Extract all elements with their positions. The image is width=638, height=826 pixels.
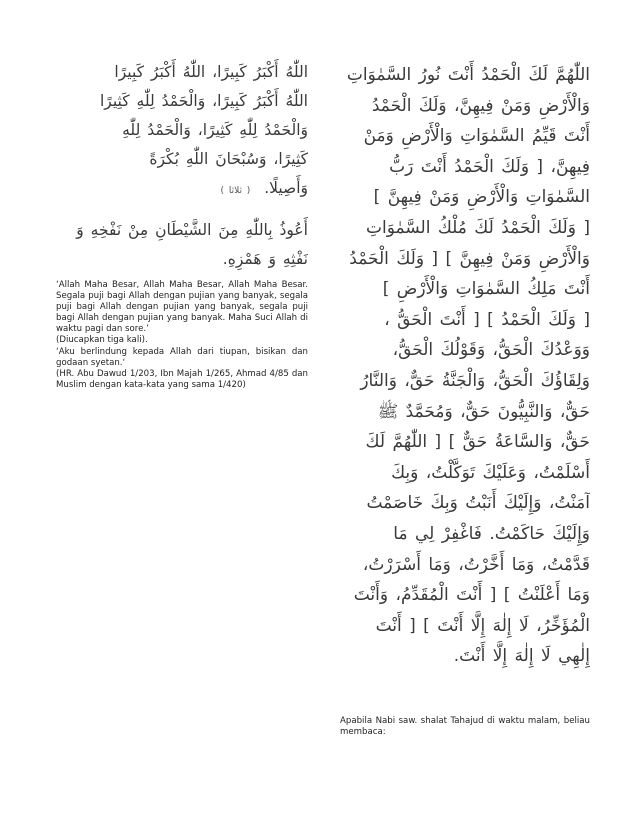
arabic-doa-line: وَمَا أَعْلَنْتُ ] [ أَنْتَ الْمُقَدِّمُ، وَأَنْتَ	[353, 585, 590, 606]
takbir-arabic-text	[56, 58, 308, 274]
arabic-doa-line: [ وَلَكَ الْحَمْدُ لَكَ مُلْكُ السَّمٰوَاتِ	[366, 217, 590, 238]
translation-block	[56, 280, 308, 391]
arabic-doa-line: الْمُؤَخِّرُ، لَا إِلٰهَ إِلَّا أَنْتَ ] [ أَنْتَ	[375, 615, 590, 636]
arabic-line-last	[56, 174, 308, 206]
arabic-doa-line: حَقٌّ، وَالسَّاعَةُ حَقٌّ ] [ اللّٰهُمَّ لَكَ	[365, 432, 590, 453]
arabic-doa-line: قَدَّمْتُ، وَمَا أَخَّرْتُ، وَمَا أَسْرَرْتُ،	[362, 554, 590, 575]
tahajud-doa-arabic-text	[322, 60, 590, 672]
arabic-doa-line: اللّٰهُمَّ لَكَ الْحَمْدُ أَنْتَ نُورُ السَّمٰوَاتِ	[346, 65, 590, 85]
arabic-doa-line: فِيهِنَّ، [ وَلَكَ الْحَمْدُ أَنْتَ رَبُّ	[389, 156, 590, 177]
arabic-doa-line: السَّمٰوَاتِ وَالْأَرْضِ وَمَنْ فِيهِنَّ ]	[373, 187, 590, 208]
left-column	[56, 58, 308, 391]
arabic-doa-line: وَإِلَيْكَ حَاكَمْتُ. فَاغْفِرْ لِي مَا	[393, 523, 590, 544]
arabic-line: اللّٰهُ أَكْبَرُ كَبِيرًا، اللّٰهُ أَكْبَرُ كَبِيرًا	[114, 63, 308, 81]
arabic-doa-line: أَسْلَمْتُ، وَعَلَيْكَ تَوَكَّلْتُ، وَبِكَ	[391, 462, 590, 483]
arabic-line: كَثِيرًا، وَسُبْحَانَ اللّٰهِ بُكْرَةً	[149, 150, 308, 168]
arabic-doa-line: [ وَلَكَ الْحَمْدُ ] [ أَنْتَ الْحَقُّ ،	[384, 309, 590, 330]
arabic-line: أَعُوذُ بِاللّٰهِ مِنَ الشَّيْطَانِ مِنْ نَفْخِهِ وَ	[76, 221, 308, 239]
translation-taawudz: ‘Aku berlindung kepada Allah dari tiupan, bisikan dan godaan syetan.‘	[56, 346, 308, 368]
doa-caption: Apabila Nabi saw. shalat Tahajud di waktu malam, beliau membaca:	[340, 716, 590, 738]
arabic-doa-line: أَنْتَ مَلِكُ السَّمٰوَاتِ وَالْأَرْضِ ]	[382, 279, 590, 300]
translation-count-note: (Diucapkan tiga kali).	[56, 335, 148, 346]
arabic-line: وَالْحَمْدُ لِلّٰهِ كَثِيرًا، وَالْحَمْدُ لِلّٰهِ	[122, 121, 308, 139]
right-column	[322, 60, 590, 672]
arabic-line: نَفْثِهِ وَ هَمْزِهِ.	[222, 250, 308, 268]
arabic-line: اللّٰهُ أَكْبَرُ كَبِيرًا، وَالْحَمْدُ لِلّٰهِ كَثِيرًا	[100, 92, 308, 110]
arabic-doa-line: وَوَعْدُكَ الْحَقُّ، وَقَوْلُكَ الْحَقُّ،	[392, 340, 590, 361]
arabic-doa-line: وَلِقَاؤُكَ الْحَقُّ، وَالْجَنَّةُ حَقٌّ، وَالنَّارُ	[360, 370, 590, 391]
arabic-doa-line: وَالْأَرْضِ وَمَنْ فِيهِنَّ ] [ وَلَكَ الْحَمْدُ	[349, 248, 590, 269]
arabic-line-text: وَأَصِيلًا.	[264, 179, 308, 197]
arabic-doa-line: آمَنْتُ، وَإِلَيْكَ أَنَبْتُ وَبِكَ خَاصَمْتُ	[366, 493, 590, 514]
arabic-doa-line: وَالْأَرْضِ وَمَنْ فِيهِنَّ، وَلَكَ الْحَمْدُ	[371, 95, 590, 116]
arabic-doa-line: حَقٌّ، وَالنَّبِيُّونَ حَقٌّ، وَمُحَمَّدٌ ﷺ	[377, 401, 590, 422]
arabic-doa-line: أَنْتَ قَيِّمُ السَّمٰوَاتِ وَالْأَرْضِ وَمَنْ	[363, 126, 590, 147]
translation-takbir: ‘Allah Maha Besar, Allah Maha Besar, Allah Maha Besar. Segala puji bagi Allah dengan pujian yang banyak, segala puji bagi Allah dengan pujian yang banyak, segala puji bagi Allah dengan pujian yang banyak. Maha Suci Allah di waktu pagi dan sore.’	[56, 280, 308, 335]
arabic-doa-line: إِلٰهِي لَا إِلٰهَ إِلَّا أَنْتَ.	[453, 646, 590, 667]
recitation-count-note: ( ثلاثا )	[220, 186, 251, 196]
hadith-reference: (HR. Abu Dawud 1/203, Ibn Majah 1/265, Ahmad 4/85 dan Muslim dengan kata-kata yang sama 1/420)	[56, 368, 308, 390]
